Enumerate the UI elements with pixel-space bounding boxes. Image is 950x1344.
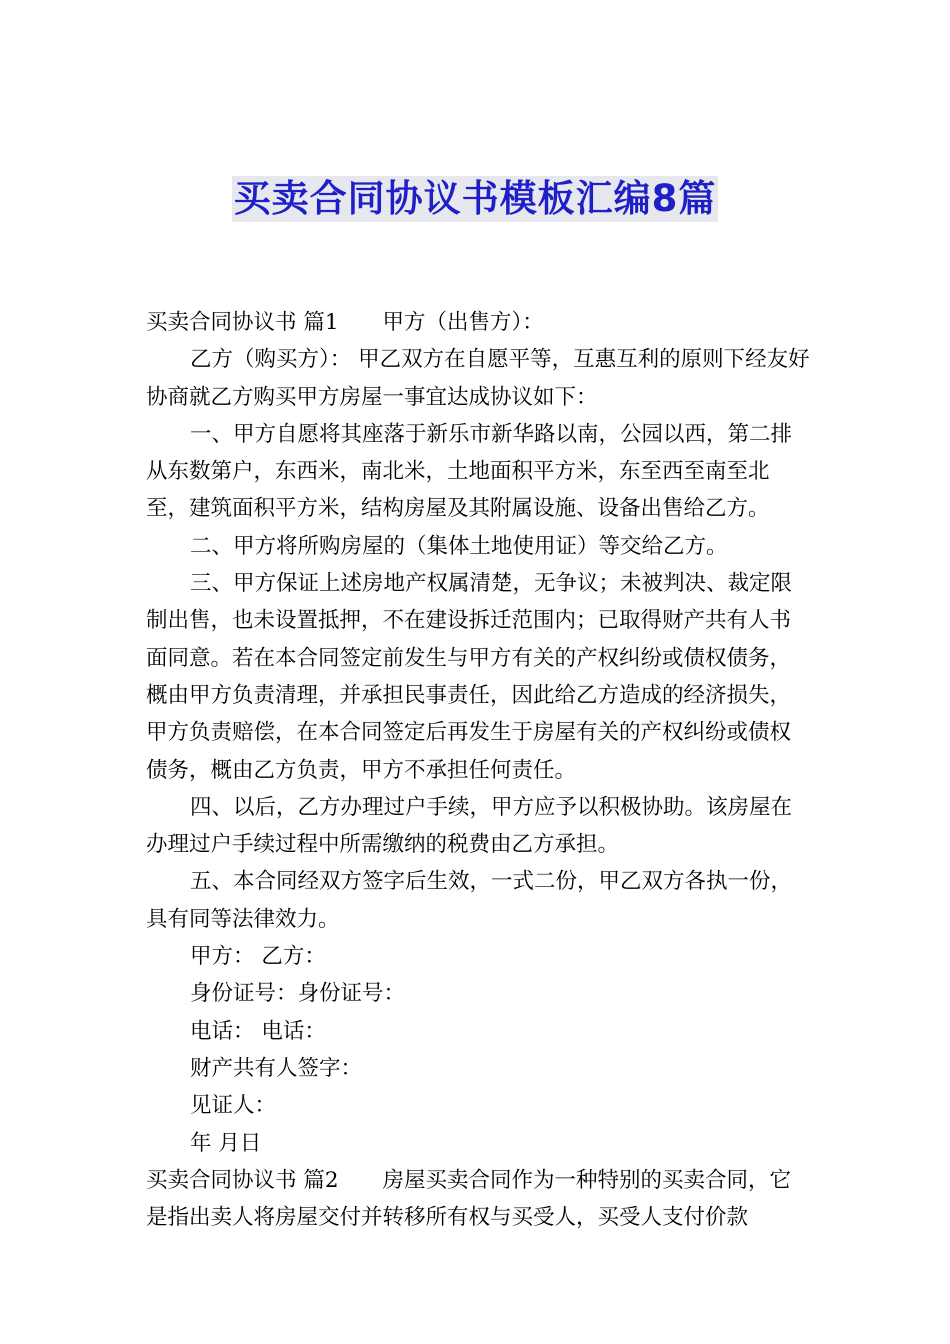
signature-line-phone: 电话： 电话： [190, 1018, 326, 1044]
paragraph: 五、本合同经双方签字后生效，一式二份，甲乙双方各执一份，具有同等法律效力。 [146, 869, 793, 932]
paragraph: 四、以后，乙方办理过户手续，甲方应予以积极协助。该房屋在办理过户手续过程中所需缴纳的税费由乙方承担。 [146, 794, 793, 858]
signature-line-id: 身份证号：身份证号： [190, 981, 406, 1007]
document-body [146, 304, 810, 1236]
signature-line-date: 年 月日 [190, 1130, 262, 1156]
signature-line-coowner: 财产共有人签字： [190, 1055, 363, 1081]
paragraph-text: 房屋买卖合同作为一种特别的买卖合同，它是指出卖人将房屋交付并转移所有权与买受人，买受人支付价款 [146, 1167, 792, 1231]
paragraph [146, 304, 810, 341]
signature-line-witness: 见证人： [190, 1093, 277, 1119]
title-wrap [0, 176, 950, 222]
section-heading: 买卖合同协议书 篇2 [146, 1167, 339, 1193]
paragraph-text: 甲方（出售方）： [382, 310, 544, 335]
paragraph: 一、甲方自愿将其座落于新乐市新华路以南，公园以西，第二排从东数第户，东西米，南北米，土地面积平方米，东至西至南至北至，建筑面积平方米，结构房屋及其附属设施、设备出售给乙方。 [146, 421, 793, 522]
paragraph: 三、甲方保证上述房地产权属清楚，无争议；未被判决、裁定限制出售，也未设置抵押，不在建设拆迁范围内；已取得财产共有人书面同意。若在本合同签定前发生与甲方有关的产权纠纷或债权债务，概由甲方负责清理，并承担民事责任，因此给乙方造成的经济损失，甲方负责赔偿，在本合同签定后再发生于房屋有关的产权纠纷或债权债务，概由乙方负责，甲方不承担任何责任。 [146, 571, 793, 783]
signature-line-party: 甲方： 乙方： [190, 944, 326, 970]
paragraph: 二、甲方将所购房屋的（集体土地使用证）等交给乙方。 [190, 533, 728, 559]
section-heading: 买卖合同协议书 篇1 [146, 310, 339, 335]
paragraph: 乙方（购买方）： 甲乙双方在自愿平等，互惠互利的原则下经友好协商就乙方购买甲方房屋一事宜达成协议如下： [146, 347, 810, 410]
paragraph [146, 1162, 810, 1237]
document-title: 买卖合同协议书模板汇编8篇 [233, 177, 717, 220]
